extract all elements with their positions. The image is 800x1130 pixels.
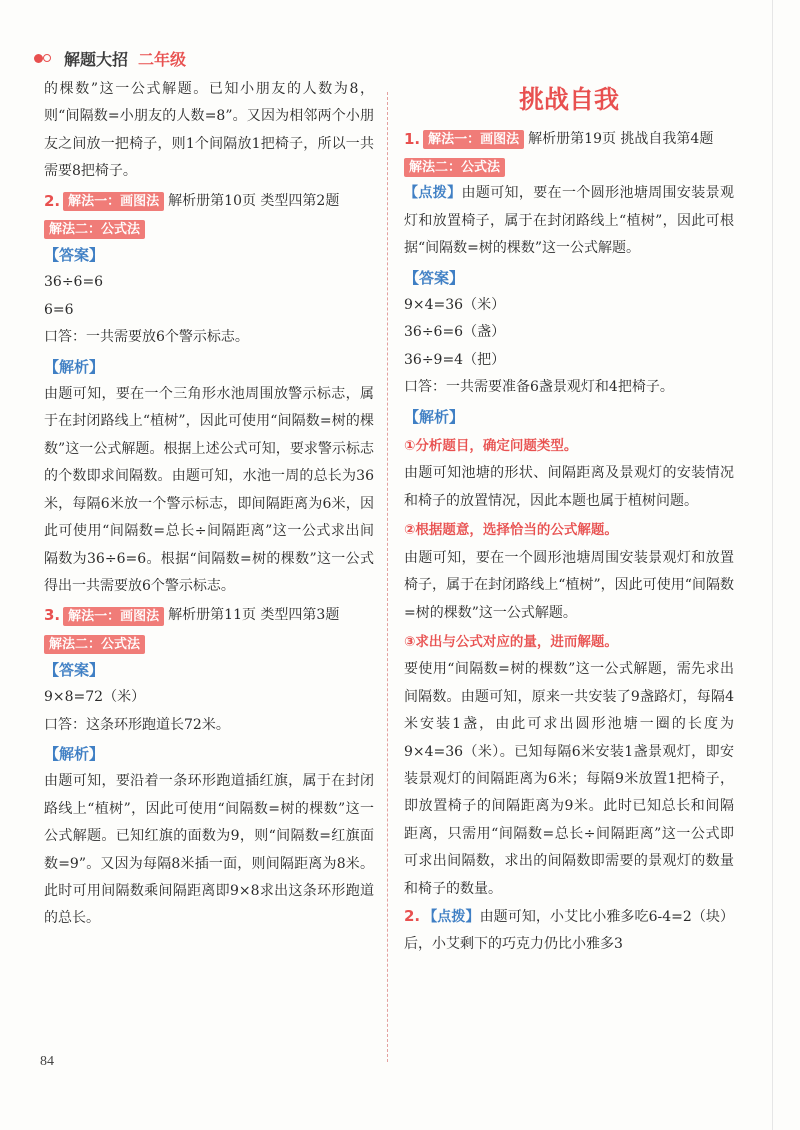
r-q1-tip-label: 【点拨】 (404, 185, 462, 202)
q2-method1-ref: 解析册第10页 类型四第2题 (168, 192, 340, 209)
q3-method1-tag: 解法一：画图法 (63, 607, 164, 626)
q3-number: 3. (44, 606, 61, 625)
column-divider (387, 92, 388, 1062)
r-q1-step3-text: 要使用“间隔数=树的棵数”这一公式解题，需先求出间隔数。由题可知，原来一共安装了9盏路灯，每隔4米安装1盏，由此可求出圆形池塘一圈的长度为9×4=36（米）。已知每隔6米安装1盏景观灯，即安装景观灯的间隔距离为6米；每隔9米放置1把椅子，即放置椅子的间隔距离为9米。此时已知总长和间隔距离，只需用“间隔数=总长÷间隔距离”这一公式即可求出间隔数，求出的间隔数即需要的景观灯的数量和椅子的数量。 (404, 661, 734, 897)
q2-analysis-label: 【解析】 (44, 357, 105, 376)
r-q1-step2-heading: ②根据题意，选择恰当的公式解题。 (404, 522, 618, 539)
q3-analysis-text: 由题可知，要沿着一条环形跑道插红旗，属于在封闭路线上“植树”，因此可使用“间隔数=树的棵数”这一公式解题。已知红旗的面数为9，则“间隔数=红旗面数=9”。又因为每隔8米插一面，则间隔距离为8米。此时可用间隔数乘间隔距离即9×8求出这条环形跑道的总长。 (44, 773, 374, 927)
q3-method1-ref: 解析册第11页 类型四第3题 (168, 607, 340, 624)
r-q1-answer-line: 36÷9=4（把） (404, 351, 506, 368)
r-q1-tip-text: 由题可知，要在一个圆形池塘周围安装景观灯和放置椅子，属于在封闭路线上“植树”，因此可根据“间隔数=树的棵数”这一公式解题。 (404, 185, 735, 257)
r-q2-tip-text: 由题可知，小艾比小雅多吃6-4=2（块）后，小艾剩下的巧克力仍比小雅多3 (404, 908, 734, 953)
grade-label: 二年级 (138, 49, 187, 69)
r-q1-step1-heading: ①分析题目，确定问题类型。 (404, 438, 578, 455)
r-q1-step3-heading: ③求出与公式对应的量，进而解题。 (404, 633, 618, 650)
r-q1-answer-line: 36÷6=6（盏） (404, 324, 506, 341)
right-column (404, 76, 734, 959)
r-q1-answer-line: 9×4=36（米） (404, 297, 506, 314)
q3-answer-line: 口答：这条环形跑道长72米。 (44, 716, 230, 733)
q2-method2-line (44, 218, 374, 240)
r-q1-step1-text: 由题可知池塘的形状、间隔距离及景观灯的安装情况和椅子的放置情况，因此本题也属于植树问题。 (404, 465, 734, 509)
r-q2-number: 2. (404, 906, 421, 925)
page-edge-line (772, 0, 773, 1130)
brand-logo-icon (34, 51, 56, 65)
r-q1-method1-ref: 解析册第19页 挑战自我第4题 (528, 131, 714, 147)
q3-answer-label: 【答案】 (44, 660, 105, 679)
r-q1-number: 1. (404, 130, 421, 148)
q2-answer-label: 【答案】 (44, 246, 105, 265)
r-q1-analysis-label: 【解析】 (404, 407, 465, 426)
section-title: 挑战自我 (518, 85, 619, 114)
left-column (44, 76, 374, 933)
q1-continued-text: 的棵数”这一公式解题。已知小朋友的人数为8，则“间隔数=小朋友的人数=8”。又因为相邻两个小朋友之间放一把椅子，则1个间隔放1把椅子，所以一共需要8把椅子。 (44, 81, 374, 180)
r-q2-tip-label: 【点拨】 (423, 908, 480, 925)
r-q1-method2-line (404, 156, 734, 178)
r-q1-answer-line: 口答：一共需要准备6盏景观灯和4把椅子。 (404, 379, 674, 396)
q3-analysis-label: 【解析】 (44, 744, 105, 763)
r-q1-method1-tag: 解法一：画图法 (423, 130, 524, 149)
r-q1-heading (404, 126, 734, 153)
r-q1-tip (404, 180, 734, 262)
q2-method1-tag: 解法一：画图法 (63, 192, 164, 211)
q3-heading (44, 602, 374, 629)
brand-name: 解题大招 (64, 49, 129, 69)
q3-method2-tag: 解法二：公式法 (44, 635, 145, 654)
q2-analysis-text: 由题可知，要在一个三角形水池周围放警示标志，属于在封闭路线上“植树”，因此可使用“间隔数=树的棵数”这一公式解题。根据上述公式可知，要求警示标志的个数即求间隔数。由题可知，水池一周的总长为36米，每隔6米放一个警示标志，即间隔距离为6米，因此可使用“间隔数=总长÷间隔距离”这一公式求出间隔数为36÷6=6。根据“间隔数=树的棵数”这一公式得出一共需要放6个警示标志。 (44, 386, 374, 594)
r-q2-tip (404, 903, 734, 959)
q2-answer-line: 36÷6=6 (44, 274, 104, 291)
r-q1-method2-tag: 解法二：公式法 (404, 158, 505, 177)
q3-answer-line: 9×8=72（米） (44, 689, 146, 706)
q2-heading (44, 188, 374, 215)
page-number: 84 (40, 1054, 54, 1069)
q2-answer-line: 6=6 (44, 301, 74, 318)
q2-answer-line: 口答：一共需要放6个警示标志。 (44, 329, 249, 346)
page-header (34, 44, 186, 72)
q2-method2-tag: 解法二：公式法 (44, 220, 145, 239)
r-q1-step2-text: 由题可知，要在一个圆形池塘周围安装景观灯和放置椅子，属于在封闭路线上“植树”，因此可使用“间隔数=树的棵数”这一公式解题。 (404, 549, 734, 621)
r-q1-answer-label: 【答案】 (404, 268, 465, 287)
q3-method2-line (44, 633, 374, 655)
q2-number: 2. (44, 191, 61, 210)
